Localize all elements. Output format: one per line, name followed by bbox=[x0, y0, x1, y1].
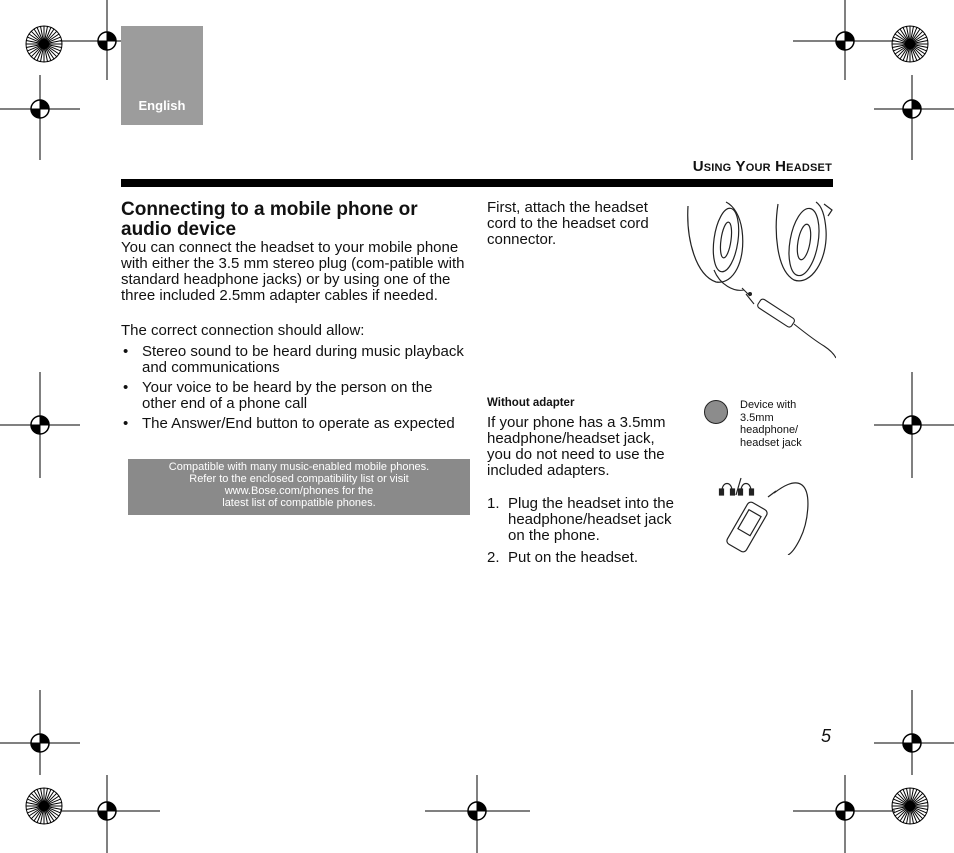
note-line: Refer to the enclosed compatibility list or visit bbox=[189, 473, 409, 485]
header-rule bbox=[121, 179, 833, 187]
section-title: Using Your Headset bbox=[692, 158, 832, 175]
device-label: Device with 3.5mm headphone/ headset jack bbox=[740, 399, 802, 449]
note-line: www.Bose.com/phones for the bbox=[224, 485, 374, 497]
compatibility-note bbox=[128, 459, 470, 515]
step-number: 2. bbox=[487, 549, 500, 566]
list-item: • Stereo sound to be heard during music playback and communications bbox=[121, 344, 466, 376]
without-adapter-text: If your phone has a 3.5mm headphone/headset jack, you do not need to use the included adapters. bbox=[487, 414, 666, 479]
without-adapter-heading: Without adapter bbox=[487, 397, 575, 409]
page-number: 5 bbox=[821, 726, 832, 746]
list-item: • Your voice to be heard by the person on the other end of a phone call bbox=[121, 380, 466, 412]
allow-intro: The correct connection should allow: bbox=[121, 322, 365, 339]
connection-bullets bbox=[121, 344, 466, 436]
note-line: Compatible with many music-enabled mobile phones. bbox=[168, 461, 430, 473]
device-legend-dot bbox=[704, 400, 728, 424]
page-heading: Connecting to a mobile phone or audio device bbox=[121, 199, 418, 240]
list-item: • The Answer/End button to operate as expected bbox=[121, 416, 466, 432]
step-text: Plug the headset into the headphone/headset jack on the phone. bbox=[508, 495, 674, 544]
step-text: Put on the headset. bbox=[508, 549, 639, 566]
note-line: latest list of compatible phones. bbox=[222, 497, 376, 509]
language-tab bbox=[121, 26, 203, 125]
intro-paragraph: You can connect the headset to your mobile phone with either the 3.5 mm stereo plug (com-patible with standard headphone jacks) or by using one of the three included 2.5mm adapter cables if needed. bbox=[121, 239, 465, 304]
attach-instruction: First, attach the headset cord to the headset cord connector. bbox=[487, 199, 649, 248]
phone-illustration bbox=[716, 473, 816, 555]
steps-list bbox=[487, 496, 682, 572]
step-number: 1. bbox=[487, 495, 500, 512]
list-item bbox=[487, 550, 682, 566]
list-item bbox=[487, 496, 682, 544]
headset-illustration bbox=[686, 200, 836, 360]
language-label: English bbox=[138, 98, 186, 113]
